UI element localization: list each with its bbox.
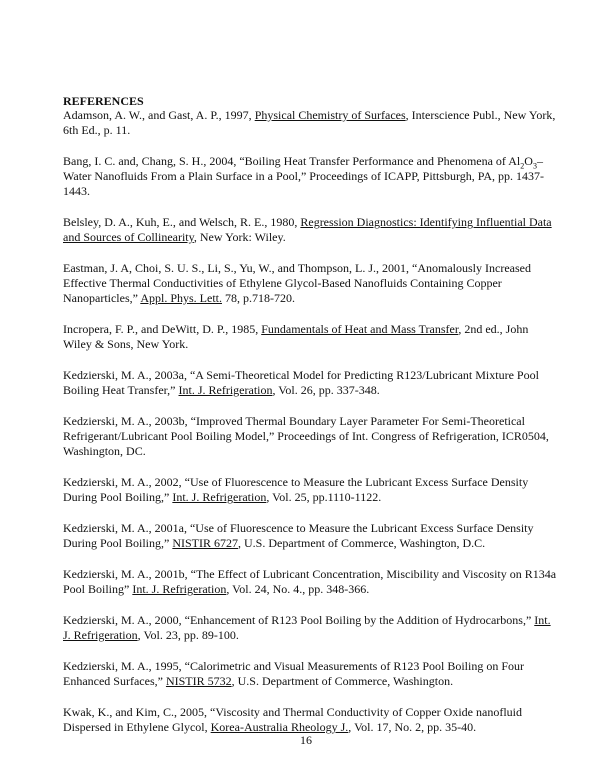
reference-title: Int. J. Refrigeration: [132, 582, 227, 596]
reference-title: Regression Diagnostics: Identifying Influential Data and Sources of Collinearity: [63, 215, 552, 244]
reference-text: O: [524, 154, 533, 168]
reference-title: Int. J. Refrigeration: [172, 490, 267, 504]
reference-text: , New York: Wiley.: [193, 230, 286, 244]
reference-entry: [63, 705, 559, 735]
reference-text: Kedzierski, M. A., 2002, “Use of Fluorescence to Measure the Lubricant Excess Surface Density During Pool Boiling,”: [63, 475, 529, 504]
reference-title: NISTIR 6727: [172, 536, 239, 550]
reference-entry: [63, 108, 559, 138]
reference-text: Eastman, J. A, Choi, S. U. S., Li, S., Yu, W., and Thompson, L. J., 2001, “Anomalously Increased Effective Thermal Conductivities of Ethylene Glycol-Based Nanofluids Containing Copper Nanoparticles,”: [63, 261, 531, 305]
references-heading: REFERENCES: [63, 94, 144, 108]
reference-entry: [63, 215, 559, 245]
reference-text: , Vol. 24, No. 4., pp. 348-366.: [226, 582, 370, 596]
reference-entry: [63, 414, 559, 459]
subscript: 3: [532, 161, 537, 171]
page-number: 16: [300, 733, 312, 747]
reference-text: , Vol. 25, pp.1110-1122.: [266, 490, 382, 504]
reference-text: , U.S. Department of Commerce, Washington.: [231, 674, 454, 688]
reference-entry: [63, 154, 559, 199]
reference-text: 78, p.718-720.: [221, 291, 295, 305]
reference-text: Kedzierski, M. A., 2001b, “The Effect of Lubricant Concentration, Miscibility and Viscosity on R134a Pool Boiling”: [63, 567, 557, 596]
reference-text: , 2nd ed., John Wiley & Sons, New York.: [63, 322, 529, 351]
reference-text: Bang, I. C. and, Chang, S. H., 2004, “Boiling Heat Transfer Performance and Phenomena of Al: [63, 154, 521, 168]
reference-text: –Water Nanofluids From a Plain Surface in a Pool,” Proceedings of ICAPP, Pittsburgh, PA, pp. 1437-1443.: [63, 154, 545, 198]
reference-title: NISTIR 5732: [165, 674, 232, 688]
reference-text: Adamson, A. W., and Gast, A. P., 1997,: [63, 108, 255, 122]
references-section: [63, 94, 559, 751]
reference-text: Kedzierski, M. A., 2000, “Enhancement of R123 Pool Boiling by the Addition of Hydrocarbons,”: [63, 613, 535, 627]
reference-text: Kwak, K., and Kim, C., 2005, “Viscosity and Thermal Conductivity of Copper Oxide nanofluid Dispersed in Ethylene Glycol,: [63, 705, 522, 734]
reference-entry: [63, 368, 559, 398]
reference-text: Kedzierski, M. A., 2003a, “A Semi-Theoretical Model for Predicting R123/Lubricant Mixture Pool Boiling Heat Transfer,”: [63, 368, 539, 397]
subscript: 2: [520, 161, 525, 171]
reference-entry: [63, 567, 559, 597]
reference-title: Physical Chemistry of Surfaces: [254, 108, 406, 122]
reference-text: Incropera, F. P., and DeWitt, D. P., 1985,: [63, 322, 262, 336]
reference-entry: [63, 261, 559, 306]
reference-text: , Vol. 23, pp. 89-100.: [137, 628, 239, 642]
reference-title: Int. J. Refrigeration: [63, 613, 551, 642]
reference-title: Korea-Australia Rheology J.: [210, 720, 349, 734]
reference-entry: [63, 322, 559, 352]
reference-text: , Interscience Publ., New York, 6th Ed., p. 11.: [63, 108, 556, 137]
reference-title: Appl. Phys. Lett.: [140, 291, 222, 305]
reference-title: Fundamentals of Heat and Mass Transfer: [261, 322, 459, 336]
reference-entry: [63, 659, 559, 689]
reference-text: Kedzierski, M. A., 2003b, “Improved Thermal Boundary Layer Parameter For Semi-Theoretical Refrigerant/Lubricant Pool Boiling Model,” Proceedings of Int. Congress of Refrigeration, ICR0504, Washington, DC.: [63, 414, 549, 458]
reference-text: , Vol. 26, pp. 337-348.: [272, 383, 380, 397]
reference-text: , Vol. 17, No. 2, pp. 35-40.: [348, 720, 477, 734]
reference-text: Kedzierski, M. A., 1995, “Calorimetric and Visual Measurements of R123 Pool Boiling on Four Enhanced Surfaces,”: [63, 659, 525, 688]
reference-title: Int. J. Refrigeration: [178, 383, 273, 397]
reference-entry: [63, 613, 559, 643]
reference-text: Kedzierski, M. A., 2001a, “Use of Fluorescence to Measure the Lubricant Excess Surface Density During Pool Boiling,”: [63, 521, 534, 550]
reference-entry: [63, 521, 559, 551]
reference-entry: [63, 475, 559, 505]
reference-text: , U.S. Department of Commerce, Washington, D.C.: [238, 536, 486, 550]
reference-text: Belsley, D. A., Kuh, E., and Welsch, R. E., 1980,: [63, 215, 301, 229]
